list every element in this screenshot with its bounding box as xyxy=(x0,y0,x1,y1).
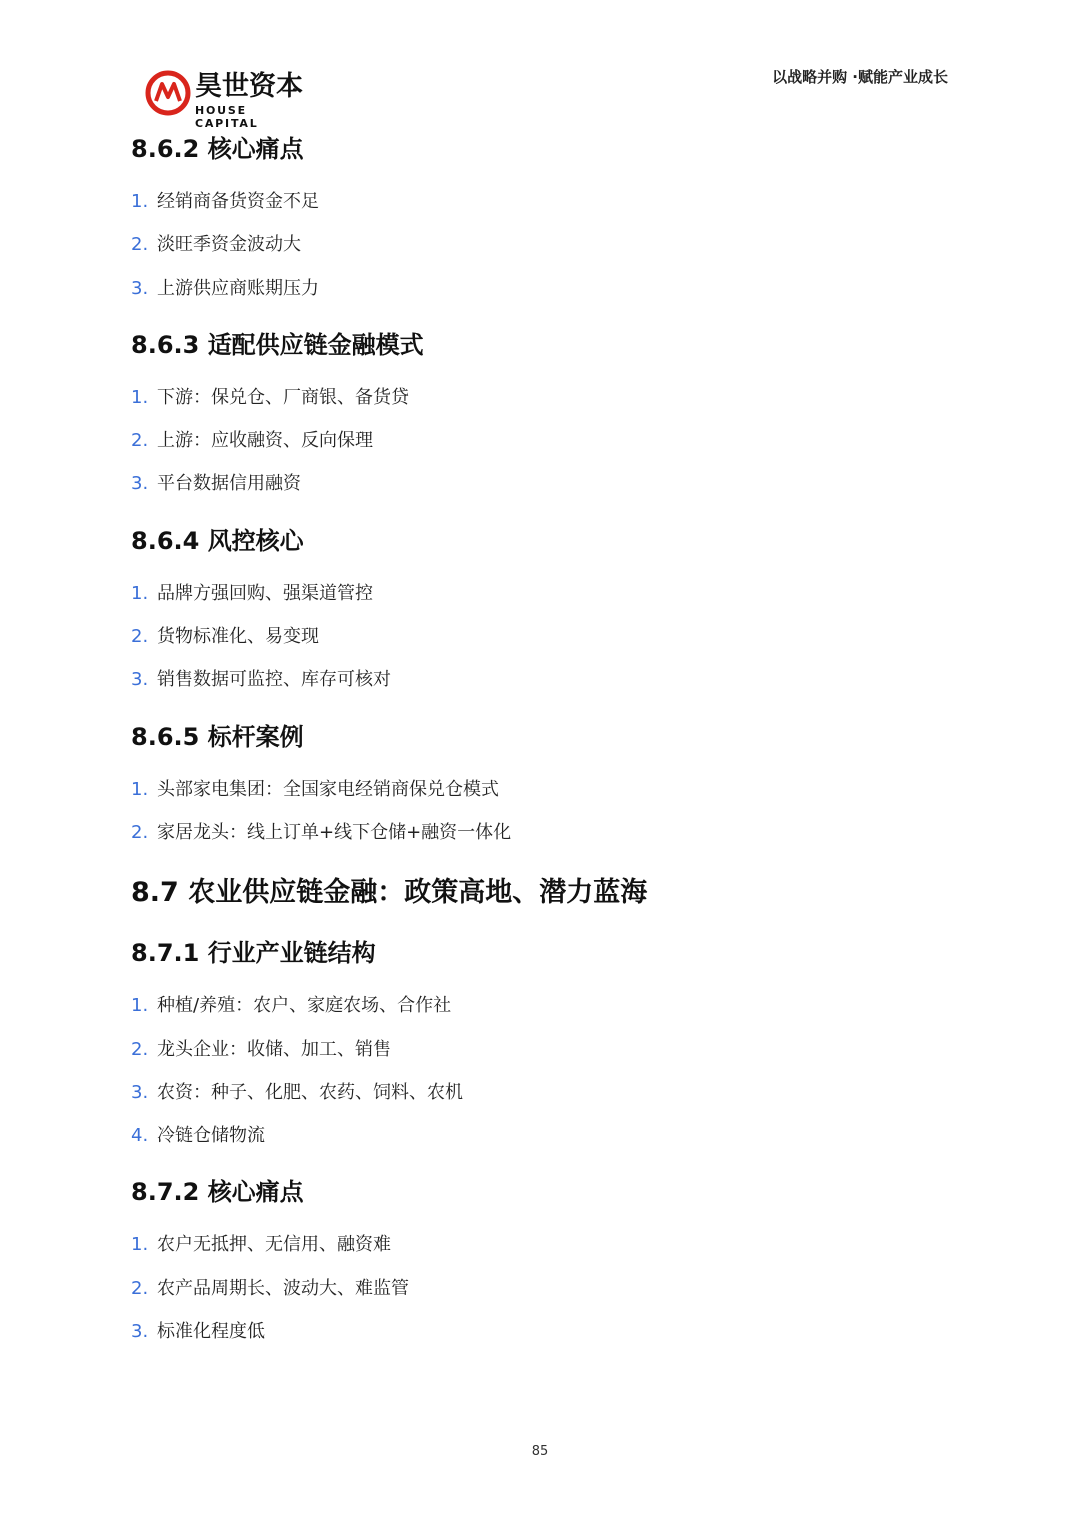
list-item: 3. 上游供应商账期压力 xyxy=(131,277,319,299)
list-item: 3. 销售数据可监控、库存可核对 xyxy=(131,669,391,691)
numbered-list xyxy=(131,572,951,702)
chapter-heading: 8.7 农业供应链金融：政策高地、潜力蓝海 xyxy=(131,877,648,909)
company-logo xyxy=(145,70,315,130)
header-slogan: 以战略并购 ·赋能产业成长 xyxy=(772,68,948,86)
list-item: 1. 农户无抵押、无信用、融资难 xyxy=(131,1234,391,1256)
list-item: 2. 货物标准化、易变现 xyxy=(131,626,319,648)
list-item: 1. 种植/养殖：农户、家庭农场、合作社 xyxy=(131,995,452,1017)
list-item: 2. 上游：应收融资、反向保理 xyxy=(131,430,373,452)
list-item: 3. 农资：种子、化肥、农药、饲料、农机 xyxy=(131,1081,463,1103)
section-heading: 8.7.1 行业产业链结构 xyxy=(131,939,376,968)
numbered-list xyxy=(131,376,951,506)
numbered-list xyxy=(131,180,951,310)
list-item: 4. 冷链仓储物流 xyxy=(131,1125,265,1147)
list-item: 3. 平台数据信用融资 xyxy=(131,473,301,495)
list-item: 1. 品牌方强回购、强渠道管控 xyxy=(131,582,373,604)
section-heading: 8.6.3 适配供应链金融模式 xyxy=(131,330,424,359)
list-item: 1. 头部家电集团：全国家电经销商保兑仓模式 xyxy=(131,778,499,800)
list-item: 2. 农产品周期长、波动大、难监管 xyxy=(131,1277,409,1299)
list-item: 2. 家居龙头：线上订单+线下仓储+融资一体化 xyxy=(131,821,512,843)
section-heading: 8.6.2 核心痛点 xyxy=(131,135,304,163)
section-heading: 8.6.5 标杆案例 xyxy=(131,722,304,751)
numbered-list xyxy=(131,1223,951,1353)
list-item: 1. 经销商备货资金不足 xyxy=(131,191,319,212)
list-item: 2. 龙头企业：收储、加工、销售 xyxy=(131,1038,391,1060)
page-content xyxy=(131,128,951,1353)
section-heading: 8.7.2 核心痛点 xyxy=(131,1178,304,1207)
numbered-list xyxy=(131,984,951,1157)
logo-mark-icon xyxy=(145,70,191,116)
logo-subtext: HOUSE CAPITAL xyxy=(195,104,259,130)
section-heading: 8.6.4 风控核心 xyxy=(131,526,304,555)
list-item: 2. 淡旺季资金波动大 xyxy=(131,234,301,256)
page-number: 85 xyxy=(531,1444,549,1459)
list-item: 1. 下游：保兑仓、厂商银、备货贷 xyxy=(131,386,409,408)
list-item: 3. 标准化程度低 xyxy=(131,1321,265,1343)
logo-text: 昊世资本 xyxy=(195,71,303,102)
numbered-list xyxy=(131,768,951,855)
